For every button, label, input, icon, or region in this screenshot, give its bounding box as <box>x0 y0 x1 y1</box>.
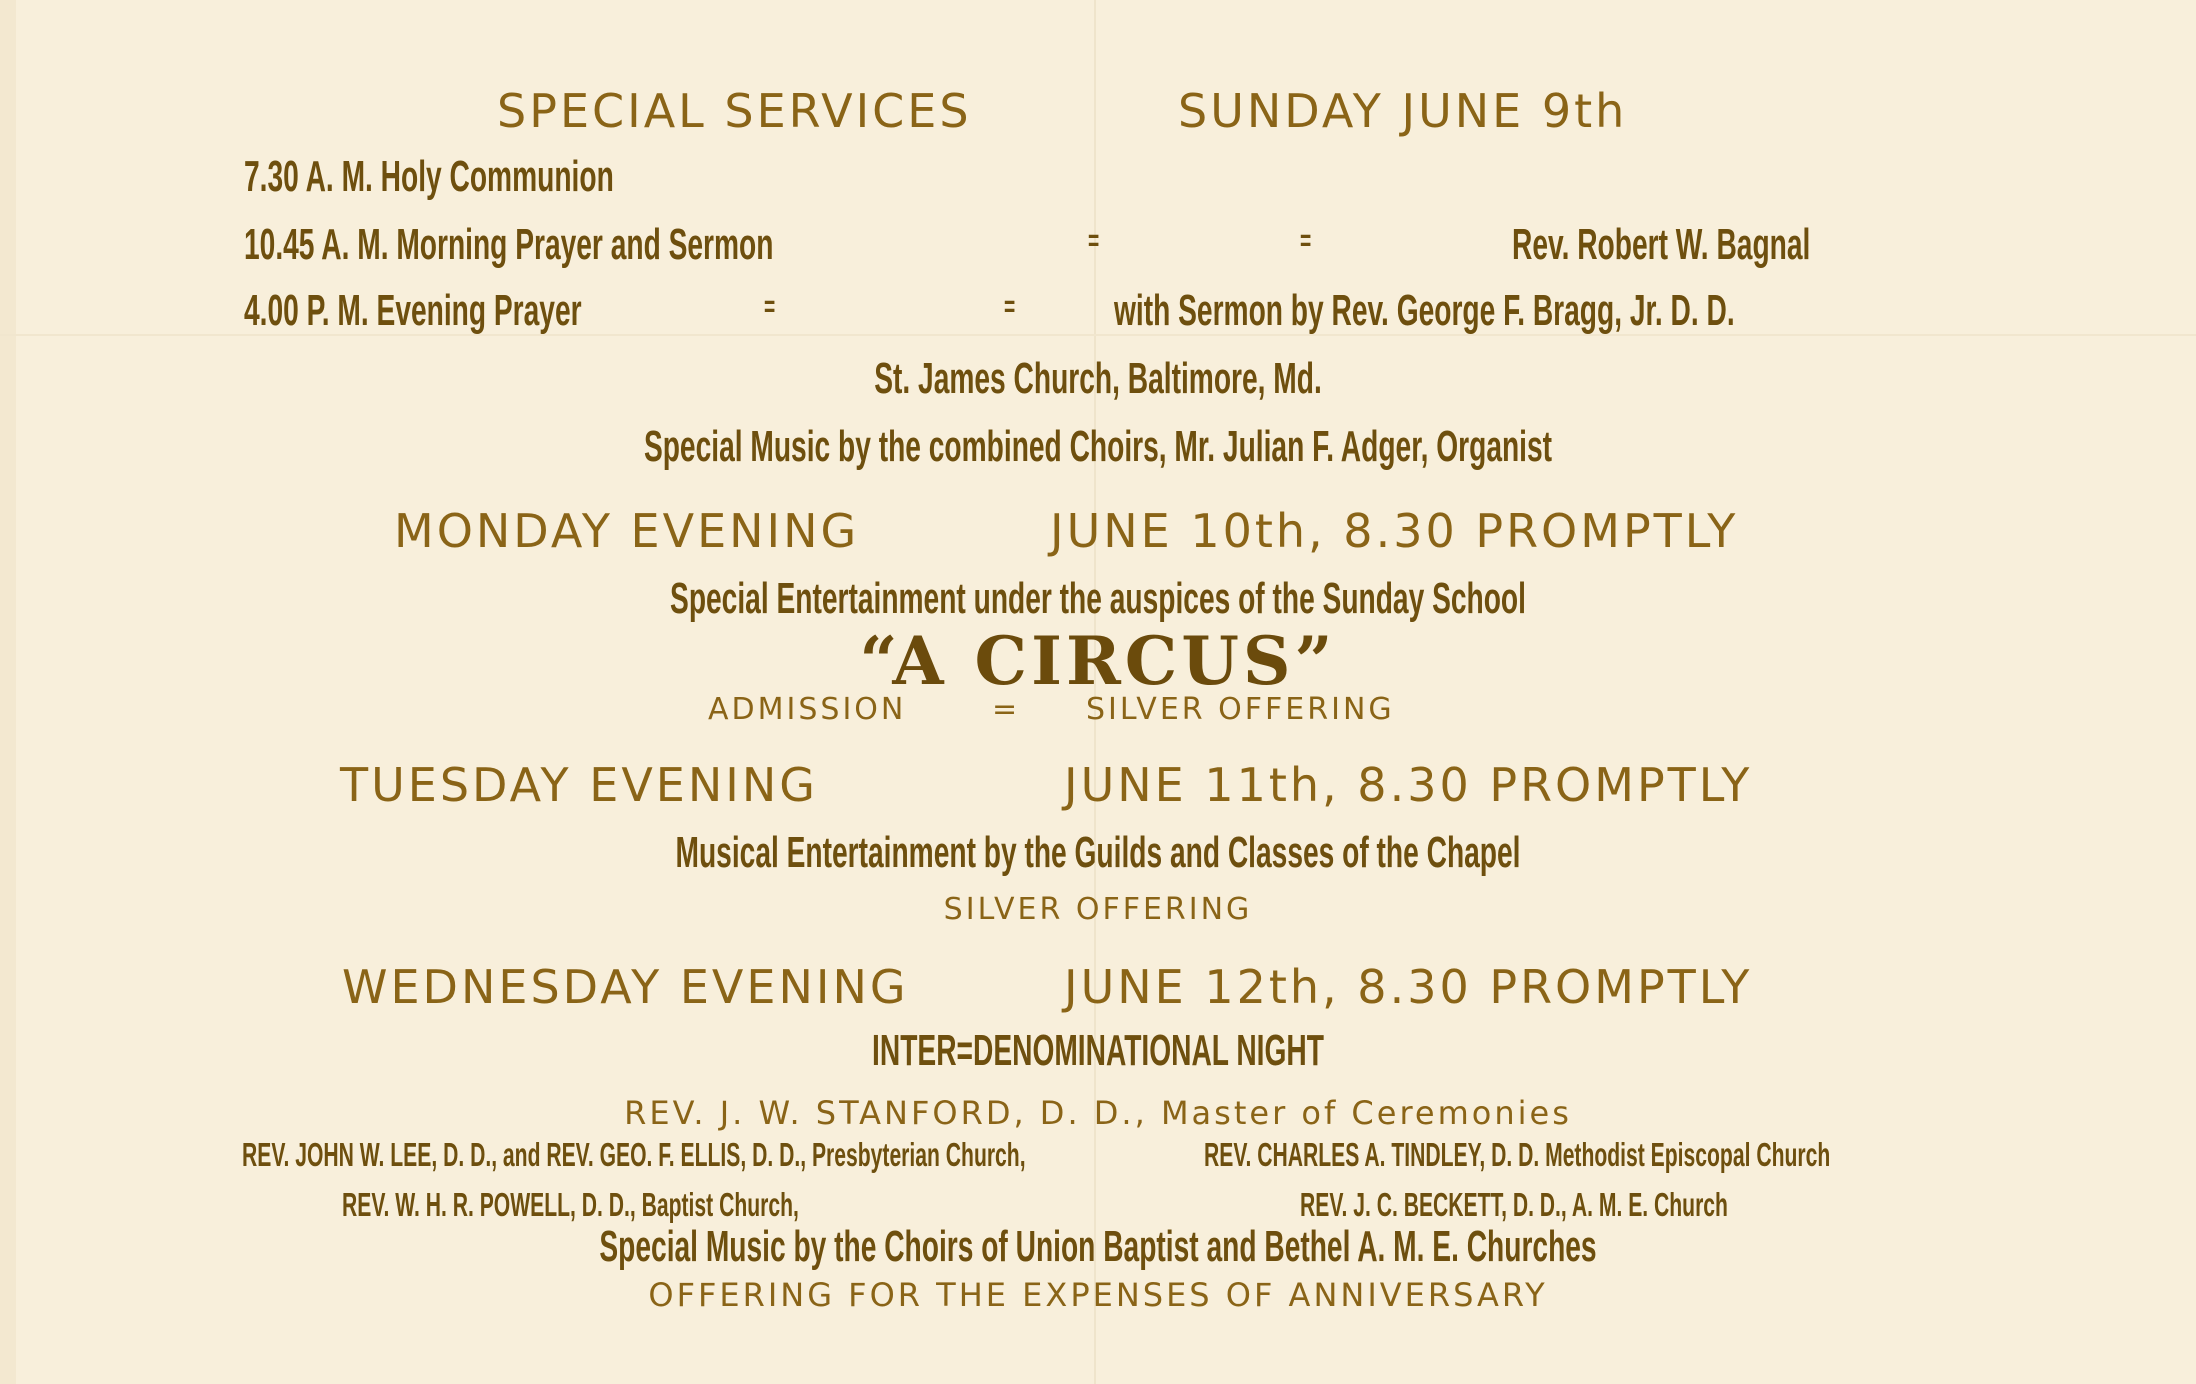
sunday-row-3-preacher: with Sermon by Rev. George F. Bragg, Jr. D. D. <box>1114 286 1735 335</box>
monday-admission-value: SILVER OFFERING <box>1086 692 1395 727</box>
monday-when: JUNE 10th, 8.30 PROMPTLY <box>1050 504 1739 558</box>
monday-admission-sep: = <box>992 692 1021 727</box>
sunday-row-2-time: 10.45 A. M. Morning Prayer and Sermon <box>244 220 774 269</box>
tuesday-offering: SILVER OFFERING <box>943 892 1253 927</box>
sunday-location: St. James Church, Baltimore, Md. <box>874 354 1322 403</box>
wednesday-offering: OFFERING FOR THE EXPENSES OF ANNIVERSARY <box>648 1276 1548 1314</box>
sunday-music: Special Music by the combined Choirs, Mr. Julian F. Adger, Organist <box>643 422 1553 471</box>
sunday-music-wrap <box>0 422 2196 472</box>
wednesday-clergy-right-1: REV. CHARLES A. TINDLEY, D. D. Methodist Episcopal Church <box>1204 1136 1831 1173</box>
tuesday-desc-wrap <box>0 828 2196 878</box>
wednesday-clergy-left-2: REV. W. H. R. POWELL, D. D., Baptist Church, <box>342 1186 799 1223</box>
wednesday-master: REV. J. W. STANFORD, D. D., Master of Ceremonies <box>624 1094 1572 1132</box>
wednesday-when: JUNE 12th, 8.30 PROMPTLY <box>1064 960 1753 1014</box>
tuesday-when: JUNE 11th, 8.30 PROMPTLY <box>1064 758 1753 812</box>
monday-day: MONDAY EVENING <box>394 504 860 558</box>
wednesday-music-wrap <box>0 1222 2196 1272</box>
wednesday-music: Special Music by the Choirs of Union Baptist and Bethel A. M. E. Churches <box>599 1222 1597 1271</box>
sunday-row-2-preacher: Rev. Robert W. Bagnal <box>1512 220 1811 269</box>
sunday-row-2-sep-2: = <box>1300 224 1312 257</box>
monday-desc-wrap <box>0 574 2196 624</box>
wednesday-clergy-right-2: REV. J. C. BECKETT, D. D., A. M. E. Church <box>1300 1186 1728 1223</box>
sunday-row-3-time: 4.00 P. M. Evening Prayer <box>244 286 582 335</box>
sunday-row-3-sep-2: = <box>1004 290 1016 323</box>
monday-admission-label: ADMISSION <box>708 692 907 727</box>
sunday-row-3-sep-1: = <box>764 290 776 323</box>
tuesday-desc: Musical Entertainment by the Guilds and Classes of the Chapel <box>675 828 1521 877</box>
wednesday-theme-wrap <box>0 1026 2196 1076</box>
wednesday-day: WEDNESDAY EVENING <box>342 960 909 1014</box>
sunday-row-1: 7.30 A. M. Holy Communion <box>244 152 614 201</box>
wednesday-clergy-left-1: REV. JOHN W. LEE, D. D., and REV. GEO. F. ELLIS, D. D., Presbyterian Church, <box>242 1136 1026 1173</box>
sunday-row-2-sep-1: = <box>1088 224 1100 257</box>
monday-desc: Special Entertainment under the auspices of the Sunday School <box>670 574 1526 623</box>
monday-event: “A CIRCUS” <box>859 622 1337 700</box>
header-title: SPECIAL SERVICES <box>497 84 972 138</box>
sunday-location-wrap <box>0 354 2196 404</box>
wednesday-theme: INTER=DENOMINATIONAL NIGHT <box>872 1026 1324 1075</box>
tuesday-day: TUESDAY EVENING <box>340 758 818 812</box>
header-date: SUNDAY JUNE 9th <box>1178 84 1628 138</box>
